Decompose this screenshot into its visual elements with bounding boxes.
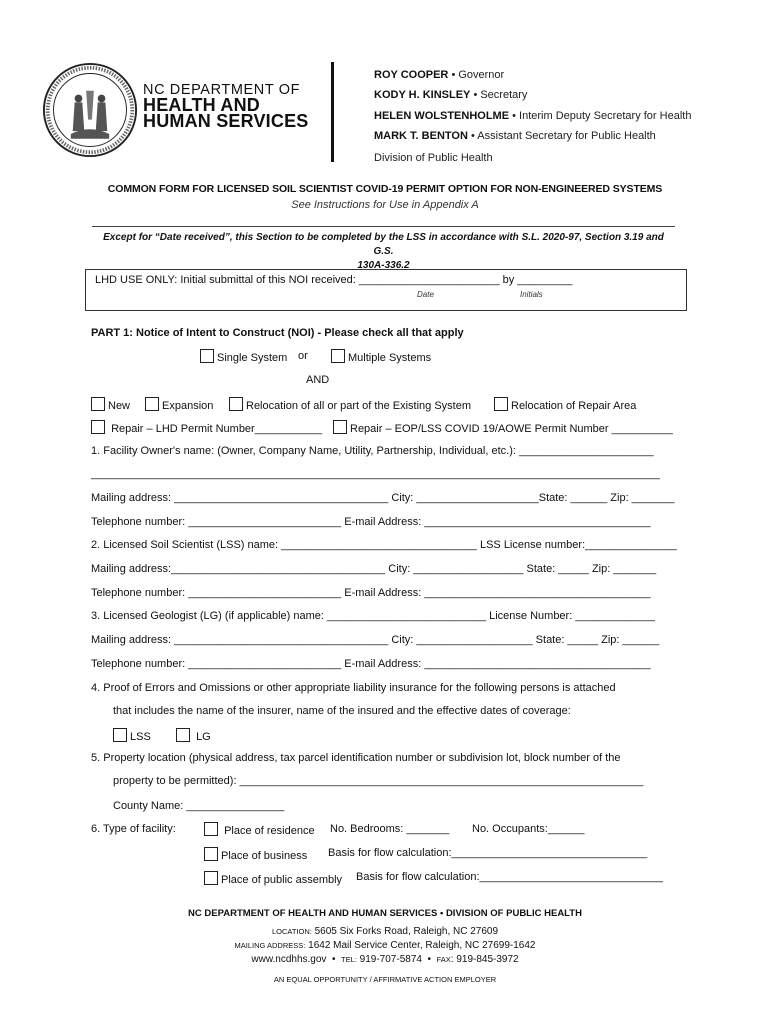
assembly-flow-basis[interactable]: Basis for flow calculation:______________________________ [356,871,664,883]
q3-lg-name[interactable]: 3. Licensed Geologist (LG) (if applicable) name: __________________________ License Number: _____________ [91,610,655,622]
lhd-initials-label: Initials [520,290,543,299]
expansion-checkbox[interactable] [145,397,159,411]
lhd-use-only-line: LHD USE ONLY: Initial submittal of this NOI received: _______________________ by _________ [95,274,573,286]
repair-eop-option[interactable]: Repair – EOP/LSS COVID 19/AOWE Permit Number __________ [333,420,673,435]
residence-option[interactable]: Place of residence [204,822,315,837]
single-system-option[interactable]: Single System [200,349,287,364]
q1-owner-name[interactable]: 1. Facility Owner's name: (Owner, Company Name, Utility, Partnership, Individual, etc.): ______________________ [91,445,654,457]
or-text: or [298,350,308,362]
lss-mailing-address[interactable]: Mailing address:___________________________________ City: __________________ State: _____ Zip: _______ [91,563,657,575]
q2-lss-name[interactable]: 2. Licensed Soil Scientist (LSS) name: ________________________________ LSS License number:_______________ [91,539,677,551]
q4-insurance-line1: 4. Proof of Errors and Omissions or other appropriate liability insurance for the following persons is attached [91,682,616,694]
part1-heading: PART 1: Notice of Intent to Construct (NOI) - Please check all that apply [91,327,464,339]
new-checkbox[interactable] [91,397,105,411]
bedrooms-field[interactable]: No. Bedrooms: _______ [330,823,450,835]
repair-eop-checkbox[interactable] [333,420,347,434]
repair-lhd-option[interactable]: Repair – LHD Permit Number___________ [91,420,322,435]
footer-contact: www.ncdhhs.gov • TEL: 919-707-5874 • FAX: 919-845-3972 [251,954,519,965]
nc-state-seal-icon [42,62,138,158]
occupants-field[interactable]: No. Occupants:______ [472,823,585,835]
lss-telephone-email[interactable]: Telephone number: _________________________ E-mail Address: _____________________________________ [91,587,651,599]
footer-website[interactable]: www.ncdhhs.gov [251,954,327,965]
official-assistant-secretary: MARK T. BENTON • Assistant Secretary for Public Health [374,130,656,142]
new-option[interactable]: New [91,397,130,412]
single-system-checkbox[interactable] [200,349,214,363]
repair-lhd-checkbox[interactable] [91,420,105,434]
official-secretary: KODY H. KINSLEY • Secretary [374,89,528,101]
lg-insurance-option[interactable]: LG [176,728,211,743]
assembly-option[interactable]: Place of public assembly [204,871,342,886]
q6-facility-type-label: 6. Type of facility: [91,823,176,835]
q5-property-line1: 5. Property location (physical address, tax parcel identification number or subdivision lot, block number of the [91,752,621,764]
lss-insurance-checkbox[interactable] [113,728,127,742]
expansion-option[interactable]: Expansion [145,397,213,412]
dept-name-line1: NC DEPARTMENT OF [143,82,301,98]
assembly-checkbox[interactable] [204,871,218,885]
and-text: AND [306,374,330,386]
footer-location: LOCATION: 5605 Six Forks Road, Raleigh, NC 27609 [271,926,499,937]
title-divider [92,226,675,227]
dept-name-line2 [143,97,309,129]
multiple-systems-checkbox[interactable] [331,349,345,363]
business-checkbox[interactable] [204,847,218,861]
lss-insurance-option[interactable]: LSS [113,728,151,743]
official-governor: ROY COOPER • Governor [374,69,505,81]
lg-insurance-checkbox[interactable] [176,728,190,742]
business-option[interactable]: Place of business [204,847,307,862]
footer-mailing: MAILING ADDRESS: 1642 Mail Service Center, Raleigh, NC 27699-1642 [234,940,536,951]
official-deputy-secretary: HELEN WOLSTENHOLME • Interim Deputy Secretary for Health [374,110,692,122]
relocation-existing-checkbox[interactable] [229,397,243,411]
county-name[interactable]: County Name: ________________ [113,800,285,812]
q4-insurance-line2: that includes the name of the insurer, name of the insured and the effective dates of coverage: [113,705,571,717]
relocation-repair-option[interactable]: Relocation of Repair Area [494,397,636,412]
lss-notice: Except for “Date received”, this Section to be completed by the LSS in accordance with S.L. 2020-97, Section 3.19 and G.S. 130A-336.2 [103,232,664,271]
dept-name-human-services: HUMAN SERVICES [143,111,309,131]
q1-owner-name-line[interactable]: _____________________________________________________________________________________________ [91,468,660,480]
multiple-systems-option[interactable]: Multiple Systems [331,349,431,364]
dept-name-health: HEALTH AND [143,95,260,115]
footer-eeo: AN EQUAL OPPORTUNITY / AFFIRMATIVE ACTION EMPLOYER [273,975,497,984]
footer-department: NC DEPARTMENT OF HEALTH AND HUMAN SERVICES • DIVISION OF PUBLIC HEALTH [188,908,582,919]
lg-telephone-email[interactable]: Telephone number: _________________________ E-mail Address: _____________________________________ [91,658,651,670]
business-flow-basis[interactable]: Basis for flow calculation:________________________________ [328,847,648,859]
lhd-date-label: Date [417,290,434,299]
header-divider [331,62,334,162]
form-title: COMMON FORM FOR LICENSED SOIL SCIENTIST COVID-19 PERMIT OPTION FOR NON-ENGINEERED SYSTEMS [107,183,663,195]
lg-mailing-address[interactable]: Mailing address: ___________________________________ City: ___________________ State: _____ Zip: ______ [91,634,660,646]
owner-telephone-email[interactable]: Telephone number: _________________________ E-mail Address: _____________________________________ [91,516,651,528]
relocation-existing-option[interactable]: Relocation of all or part of the Existing System [229,397,471,412]
division-name: Division of Public Health [374,152,493,164]
residence-checkbox[interactable] [204,822,218,836]
relocation-repair-checkbox[interactable] [494,397,508,411]
owner-mailing-address[interactable]: Mailing address: ___________________________________ City: ____________________State: ______ Zip: _______ [91,492,675,504]
q5-property-line2[interactable]: property to be permitted): __________________________________________________________________ [113,775,644,787]
form-subtitle: See Instructions for Use in Appendix A [291,199,479,211]
